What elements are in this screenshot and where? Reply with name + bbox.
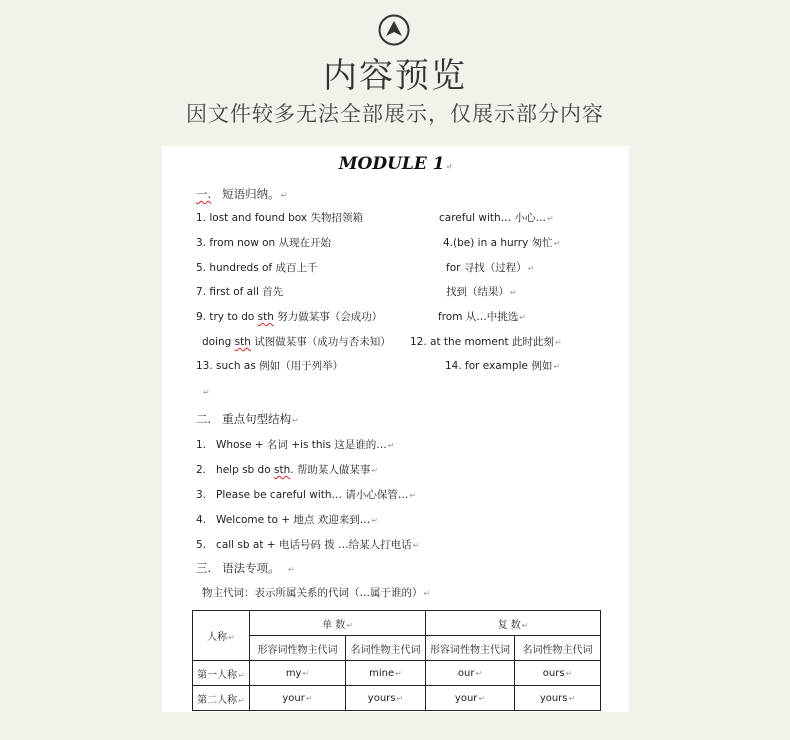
table-cell-person: 第二人称↵ (193, 686, 250, 711)
sentence-item: 2. help sb do sth. 帮助某人做某事↵ (196, 464, 379, 476)
person-header: 人称↵ (193, 611, 250, 661)
table-cell-person: 第一人称↵ (193, 661, 250, 686)
table-subheader: 形容词性物主代词 (250, 636, 346, 661)
table-header-row (193, 611, 601, 636)
table-cell: your↵ (250, 686, 346, 711)
table-cell: yours↵ (346, 686, 426, 711)
section3-intro: 物主代词：表示所属关系的代词（…属于谁的）↵ (202, 587, 431, 599)
sentence-item: 4. Welcome to + 地点 欢迎来到…↵ (196, 514, 378, 526)
table-cell: yours↵ (515, 686, 601, 711)
phrase-item: doing sth 试图做某事（成功与否未知） (202, 336, 391, 348)
phrase-item: careful with… 小心…↵ (439, 212, 554, 224)
singular-header: 单 数↵ (250, 611, 426, 636)
page-subtitle: 因文件较多无法全部展示，仅展示部分内容 (186, 102, 604, 126)
phrase-item: 3. from now on 从现在开始 (196, 237, 332, 249)
table-cell: your↵ (426, 686, 515, 711)
phrase-item: 9. try to do sth 努力做某事（会成功） (196, 311, 383, 323)
sentence-item: 3. Please be careful with… 请小心保管…↵ (196, 489, 417, 501)
table-subheader-row (193, 636, 601, 661)
table-row (193, 661, 601, 686)
section1-heading: 一. 短语归纳。↵ (196, 187, 288, 201)
table-subheader: 名词性物主代词 (346, 636, 426, 661)
phrase-item: 5. hundreds of 成百上千 (196, 262, 318, 274)
table-cell: ours↵ (515, 661, 601, 686)
sentence-item: 5. call sb at + 电话号码 拨 …给某人打电话↵ (196, 539, 420, 551)
phrase-item: for 寻找（过程）↵ (446, 262, 535, 274)
module-title: MODULE 1↵ (338, 154, 453, 174)
possessive-pronoun-table (192, 610, 601, 711)
section2-heading: 二. 重点句型结构↵ (196, 412, 299, 426)
phrase-item: 1. lost and found box 失物招领箱 (196, 212, 363, 224)
phrase-item: 13. such as 例如（用于列举） (196, 360, 344, 372)
table-subheader: 形容词性物主代词 (426, 636, 515, 661)
plural-header: 复 数↵ (426, 611, 601, 636)
phrase-item: 12. at the moment 此时此刻↵ (410, 336, 562, 348)
logo-icon (378, 14, 410, 46)
phrase-item: 4.(be) in a hurry 匆忙↵ (443, 237, 561, 249)
table-cell: my↵ (250, 661, 346, 686)
section3-heading: 三. 语法专项。 ↵ (196, 561, 295, 575)
page-title: 内容预览 (323, 56, 467, 96)
phrase-item: 7. first of all 首先 (196, 286, 284, 298)
table-row (193, 686, 601, 711)
sentence-item: 1. Whose + 名词 +is this 这是谁的…↵ (196, 439, 395, 451)
table-subheader: 名词性物主代词 (515, 636, 601, 661)
phrase-item: from 从…中挑选↵ (438, 311, 526, 323)
phrase-item: 14. for example 例如↵ (445, 360, 561, 372)
table-cell: mine↵ (346, 661, 426, 686)
blank-line: ↵ (203, 388, 210, 397)
document-preview (162, 146, 629, 712)
phrase-item: 找到（结果）↵ (446, 286, 517, 298)
table-cell: our↵ (426, 661, 515, 686)
